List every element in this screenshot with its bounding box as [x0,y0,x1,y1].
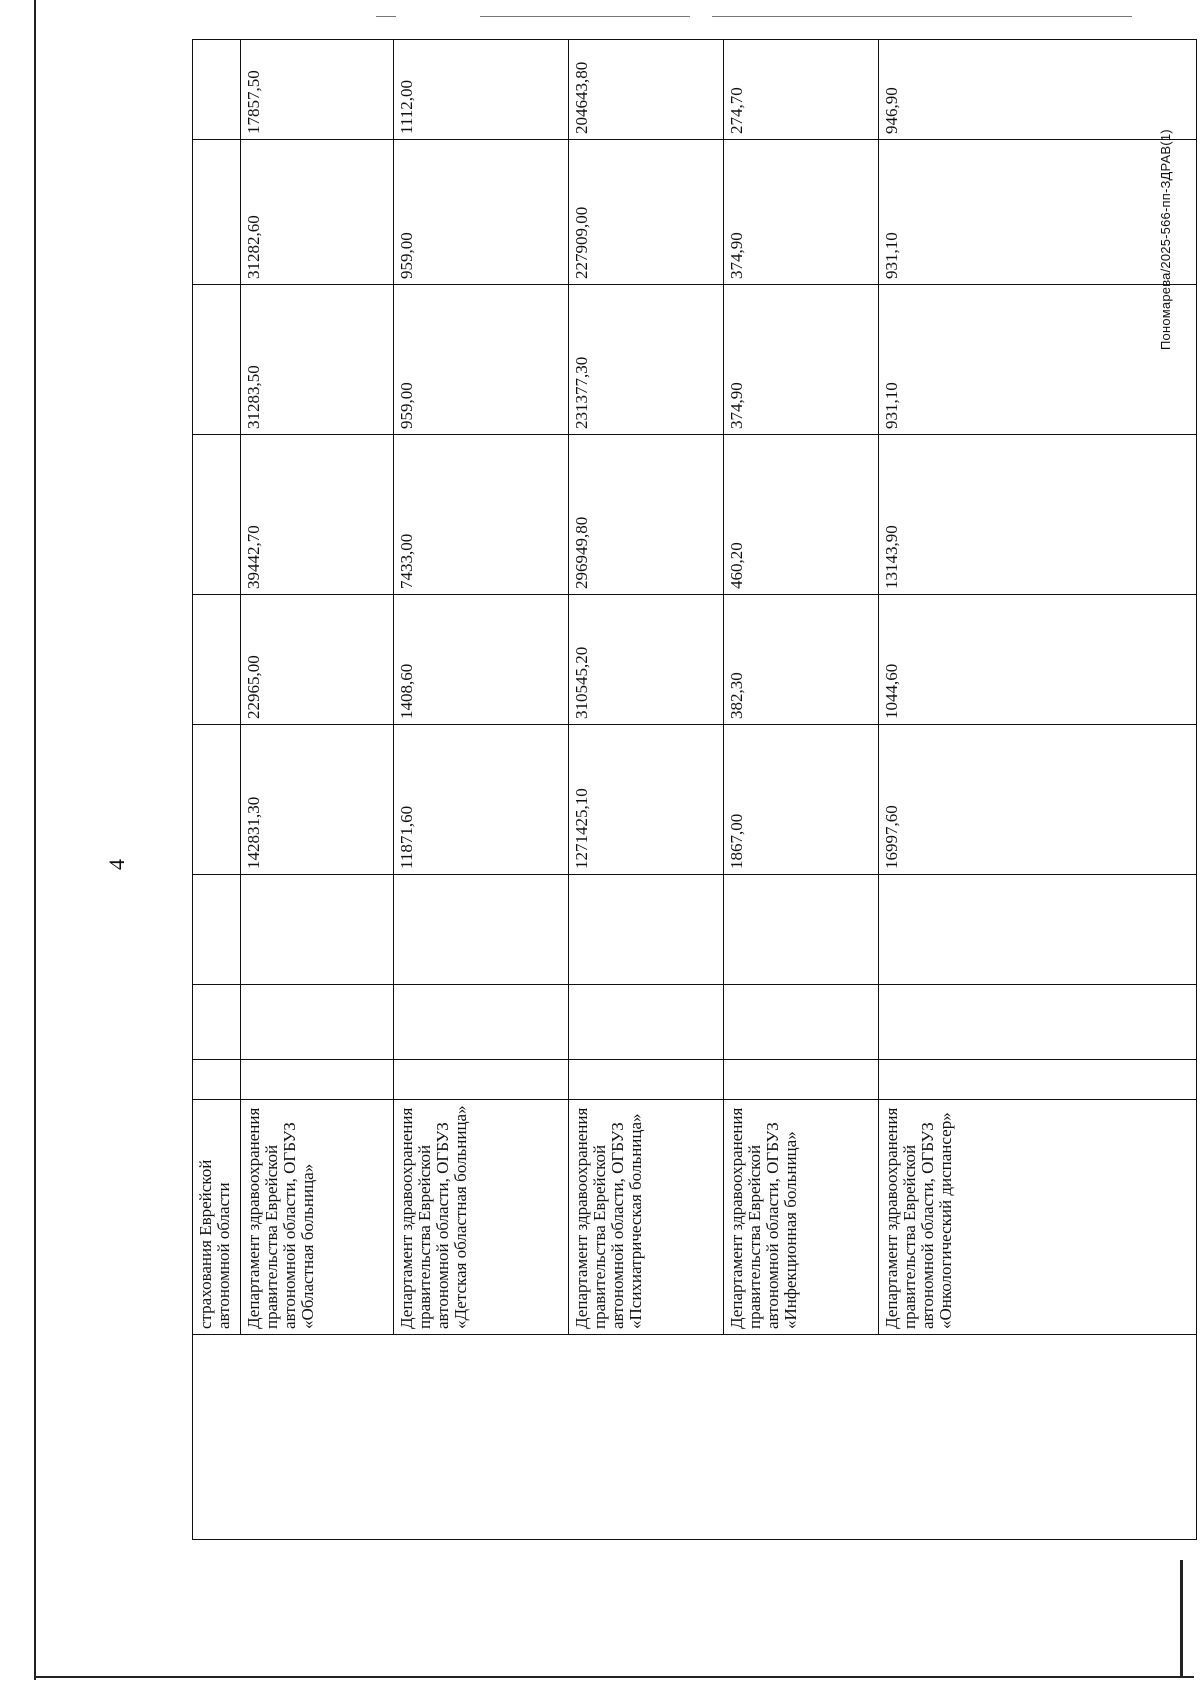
table-cell-value: 460,20 [724,435,879,595]
table-row [879,40,1197,1540]
table-cell [569,985,724,1060]
table-cell [724,875,879,985]
table-cell [241,1060,394,1100]
table-cell-value: 204643,80 [569,40,724,140]
table-cell [193,875,241,985]
table-cell [394,985,569,1060]
table-row [569,40,724,1540]
table-cell-value [193,725,241,875]
table-cell-value: 374,90 [724,140,879,285]
scan-mark [712,16,1132,17]
table-cell-value: 296949,80 [569,435,724,595]
table-cell-value: 142831,30 [241,725,394,875]
table-cell-value: 7433,00 [394,435,569,595]
table-row [724,40,879,1540]
budget-table [192,39,1197,1540]
table-cell-value: 31282,60 [241,140,394,285]
table-cell-org: Департамент здравоохранения правительства Еврейской автономной области, ОГБУЗ «Онкологический диспансер» [879,1100,1197,1335]
table-cell-value: 946,90 [879,40,1197,140]
table-cell-merged [193,1335,1197,1540]
table-cell-org: Департамент здравоохранения правительства Еврейской автономной области, ОГБУЗ «Областная больница» [241,1100,394,1335]
table-cell-value: 231377,30 [569,285,724,435]
table-cell-value: 39442,70 [241,435,394,595]
table-cell-value: 931,10 [879,285,1197,435]
table-cell-value [193,285,241,435]
table-cell [724,985,879,1060]
table-cell-value: 374,90 [724,285,879,435]
table-cell-org: Департамент здравоохранения правительства Еврейской автономной области, ОГБУЗ «Инфекционная больница» [724,1100,879,1335]
table-row [193,40,241,1540]
table-cell-value: 1044,60 [879,595,1197,725]
table-cell-value [193,595,241,725]
table-cell [569,875,724,985]
table-cell-value: 959,00 [394,140,569,285]
table-cell-value: 1408,60 [394,595,569,725]
table-cell-value: 11871,60 [394,725,569,875]
table-cell [879,985,1197,1060]
scan-border-bottom [34,1676,1194,1678]
table-cell-value: 1112,00 [394,40,569,140]
table-cell [193,1060,241,1100]
scan-border-right [1180,1560,1183,1678]
table-cell-value: 310545,20 [569,595,724,725]
table-cell [879,875,1197,985]
table-cell-value: 274,70 [724,40,879,140]
table-cell [241,985,394,1060]
table-cell-value: 382,30 [724,595,879,725]
table-cell-value: 1271425,10 [569,725,724,875]
scan-border-left [34,0,36,1680]
table-cell-value: 16997,60 [879,725,1197,875]
table-row [241,40,394,1540]
table-cell-value: 959,00 [394,285,569,435]
table-cell-org: Департамент здравоохранения правительства Еврейской автономной области, ОГБУЗ «Психиатрическая больница» [569,1100,724,1335]
table-cell [394,1060,569,1100]
table-cell [724,1060,879,1100]
table-cell-value [193,140,241,285]
table-cell-value: 1867,00 [724,725,879,875]
table-cell [569,1060,724,1100]
table-cell-value: 17857,50 [241,40,394,140]
table-cell-value: 931,10 [879,140,1197,285]
budget-table-container [192,40,1196,1540]
table-cell [241,875,394,985]
page-number: 4 [104,859,129,870]
table-cell [193,985,241,1060]
table-cell-org: Департамент здравоохранения правительства Еврейской автономной области, ОГБУЗ «Детская областная больница» [394,1100,569,1335]
table-cell [394,875,569,985]
table-cell-value: 13143,90 [879,435,1197,595]
table-cell [879,1060,1197,1100]
table-cell-org: страхования Еврейской автономной области [193,1100,241,1335]
footer-document-code: Пономарева/2025-566-пп-ЗДРАВ(1) [1158,129,1173,350]
table-cell-value: 31283,50 [241,285,394,435]
table-cell-value: 22965,00 [241,595,394,725]
scan-mark [480,16,690,17]
table-cell-value: 227909,00 [569,140,724,285]
table-cell-value [193,40,241,140]
table-row [394,40,569,1540]
table-cell-value [193,435,241,595]
scan-mark [376,16,396,17]
